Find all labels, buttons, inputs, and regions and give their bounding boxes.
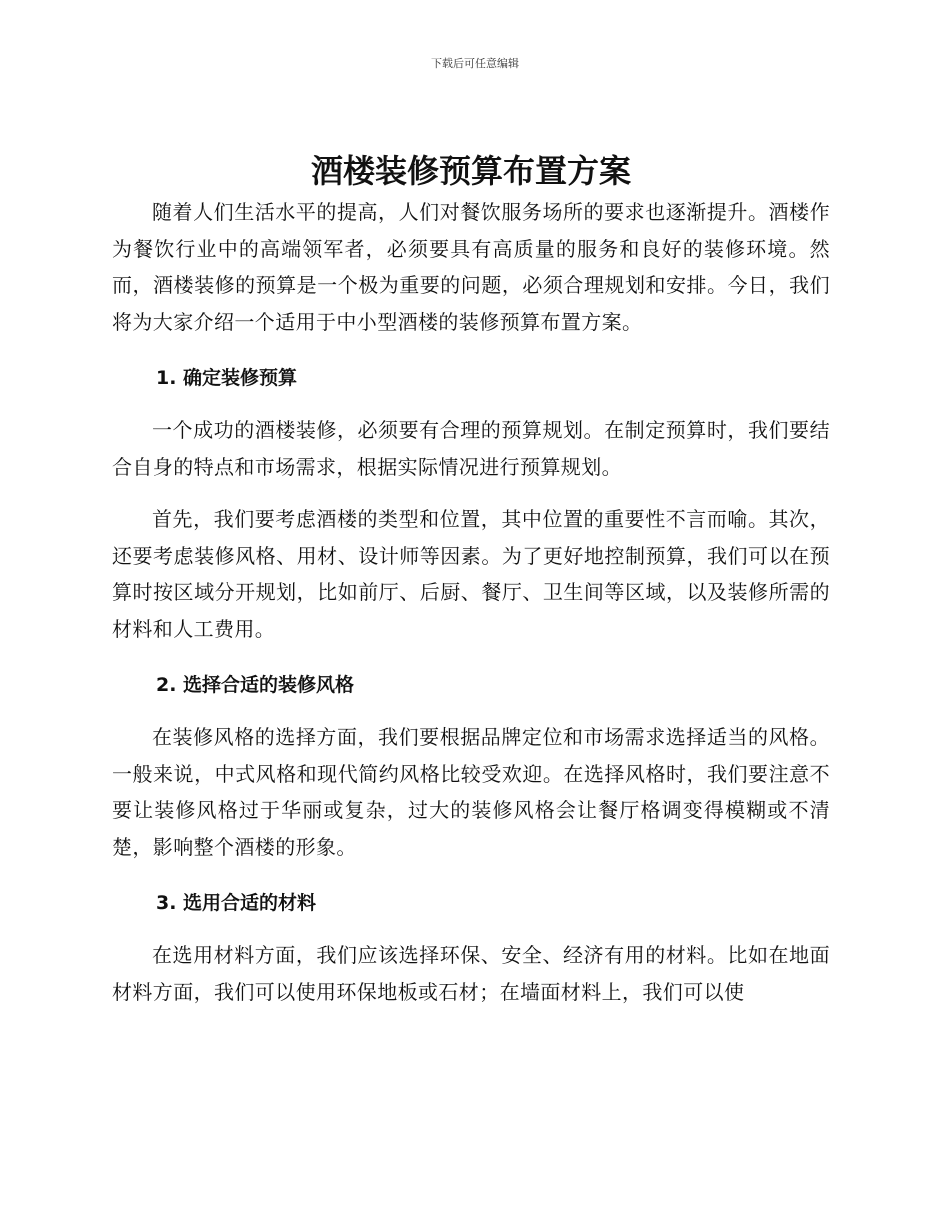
section-paragraph: 首先，我们要考虑酒楼的类型和位置，其中位置的重要性不言而喻。其次，还要考虑装修风格、用材、设计师等因素。为了更好地控制预算，我们可以在预算时按区域分开规划，比如前厅、后厨、餐厅、卫生间等区域，以及装修所需的材料和人工费用。 [112,507,830,641]
section-paragraph: 一个成功的酒楼装修，必须要有合理的预算规划。在制定预算时，我们要结合自身的特点和市场需求，根据实际情况进行预算规划。 [112,418,830,479]
section-paragraph: 在装修风格的选择方面，我们要根据品牌定位和市场需求选择适当的风格。一般来说，中式风格和现代简约风格比较受欢迎。在选择风格时，我们要注意不要让装修风格过于华丽或复杂，过大的装修风格会让餐厅格调变得模糊或不清楚，影响整个酒楼的形象。 [112,725,830,859]
intro-paragraph: 随着人们生活水平的提高，人们对餐饮服务场所的要求也逐渐提升。酒楼作为餐饮行业中的高端领军者，必须要具有高质量的服务和良好的装修环境。然而，酒楼装修的预算是一个极为重要的问题，必须合理规划和安排。今日，我们将为大家介绍一个适用于中小型酒楼的装修预算布置方案。 [112,200,830,334]
section-heading: 2. 选择合适的装修风格 [156,674,355,696]
section-paragraph: 在选用材料方面，我们应该选择环保、安全、经济有用的材料。比如在地面材料方面，我们可以使用环保地板或石材；在墙面材料上，我们可以使 [112,943,830,1004]
section-heading: 1. 确定装修预算 [156,367,298,389]
document-title: 酒楼装修预算布置方案 [310,152,631,190]
document-body [112,148,830,1010]
header-note: 下载后可任意编辑 [431,57,519,70]
section-heading: 3. 选用合适的材料 [156,892,317,914]
